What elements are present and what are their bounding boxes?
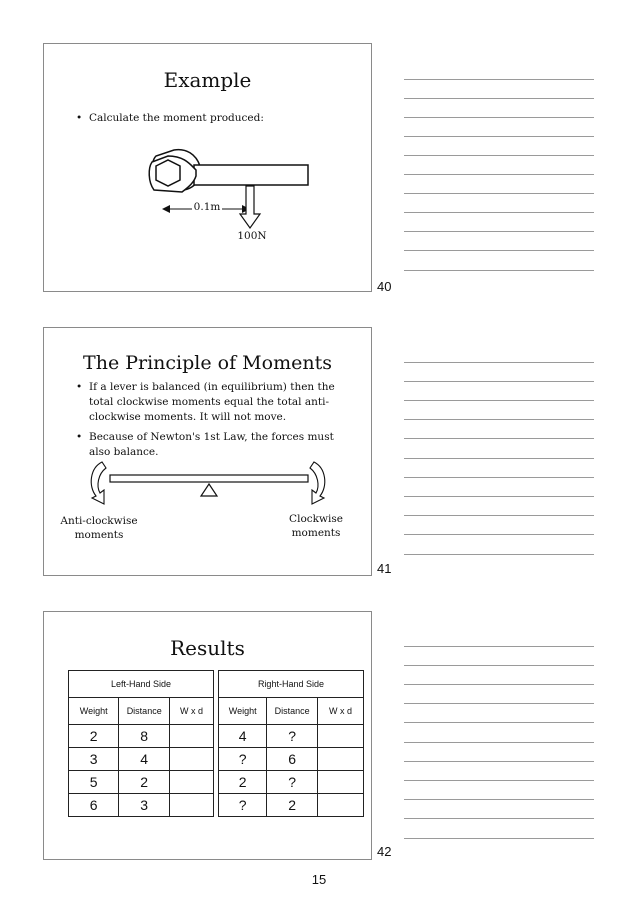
slide-number: 42 bbox=[377, 844, 392, 859]
table-cell: 4 bbox=[218, 725, 266, 748]
table-cell: 3 bbox=[119, 794, 170, 817]
table-row bbox=[69, 725, 364, 748]
label-line: Clockwise bbox=[289, 513, 343, 525]
note-line bbox=[404, 534, 594, 535]
note-line bbox=[404, 193, 594, 194]
slide-40 bbox=[43, 43, 372, 292]
results-table bbox=[68, 670, 364, 817]
table-cell bbox=[170, 725, 214, 748]
note-line bbox=[404, 98, 594, 99]
note-line bbox=[404, 665, 594, 666]
table-cell: ? bbox=[267, 771, 318, 794]
distance-label: 0.1m bbox=[193, 201, 221, 213]
column-header: Distance bbox=[119, 698, 170, 725]
note-line bbox=[404, 838, 594, 839]
force-label: 100N bbox=[237, 230, 267, 242]
note-line bbox=[404, 496, 594, 497]
note-line bbox=[404, 780, 594, 781]
column-header: Weight bbox=[69, 698, 119, 725]
table-cell bbox=[317, 725, 363, 748]
table-cell: 2 bbox=[218, 771, 266, 794]
note-line bbox=[404, 684, 594, 685]
column-header: W x d bbox=[170, 698, 214, 725]
slide-number: 41 bbox=[377, 561, 392, 576]
bullet-item: • Because of Newton's 1st Law, the forces must also balance. bbox=[89, 430, 357, 460]
note-line bbox=[404, 79, 594, 80]
slide-title: Results bbox=[170, 636, 245, 660]
label-line: Anti-clockwise bbox=[60, 515, 138, 527]
table-cell: 3 bbox=[69, 748, 119, 771]
table-cell: 5 bbox=[69, 771, 119, 794]
note-line bbox=[404, 742, 594, 743]
note-line bbox=[404, 250, 594, 251]
table-cell bbox=[170, 748, 214, 771]
table-cell: 2 bbox=[267, 794, 318, 817]
note-line bbox=[404, 419, 594, 420]
label-line: moments bbox=[74, 529, 124, 541]
bullet-item: • If a lever is balanced (in equilibrium) then the total clockwise moments equal the total anti-clockwise moments. It will not move. bbox=[89, 380, 357, 425]
note-line bbox=[404, 155, 594, 156]
wrench-diagram bbox=[44, 44, 373, 293]
note-line bbox=[404, 136, 594, 137]
left-hand-header: Left-Hand Side bbox=[69, 671, 214, 698]
note-line bbox=[404, 438, 594, 439]
column-header: Weight bbox=[218, 698, 266, 725]
table-cell bbox=[170, 794, 214, 817]
bullet-item: • Calculate the moment produced: bbox=[89, 111, 349, 126]
note-line bbox=[404, 646, 594, 647]
table-cell: ? bbox=[267, 725, 318, 748]
anticlockwise-label bbox=[54, 514, 144, 542]
note-line bbox=[404, 477, 594, 478]
table-cell: ? bbox=[218, 794, 266, 817]
note-line bbox=[404, 400, 594, 401]
clockwise-label bbox=[276, 512, 356, 540]
note-line bbox=[404, 174, 594, 175]
note-line bbox=[404, 818, 594, 819]
table-cell bbox=[170, 771, 214, 794]
note-line bbox=[404, 212, 594, 213]
table-cell: 8 bbox=[119, 725, 170, 748]
note-line bbox=[404, 381, 594, 382]
note-line bbox=[404, 761, 594, 762]
slide-42 bbox=[43, 611, 372, 860]
page-number: 15 bbox=[311, 872, 327, 887]
note-line bbox=[404, 515, 594, 516]
slide-title: Example bbox=[163, 68, 252, 92]
table-row bbox=[69, 794, 364, 817]
table-cell bbox=[317, 748, 363, 771]
note-line bbox=[404, 554, 594, 555]
note-line bbox=[404, 270, 594, 271]
table-cell: ? bbox=[218, 748, 266, 771]
note-line bbox=[404, 703, 594, 704]
table-cell: 6 bbox=[69, 794, 119, 817]
label-line: moments bbox=[291, 527, 341, 539]
column-header: Distance bbox=[267, 698, 318, 725]
slide-41 bbox=[43, 327, 372, 576]
note-line bbox=[404, 117, 594, 118]
note-line bbox=[404, 231, 594, 232]
slide-number: 40 bbox=[377, 279, 392, 294]
slide-title: The Principle of Moments bbox=[83, 352, 332, 374]
table-cell bbox=[317, 771, 363, 794]
note-line bbox=[404, 799, 594, 800]
column-header: W x d bbox=[317, 698, 363, 725]
table-row bbox=[69, 771, 364, 794]
table-cell: 6 bbox=[267, 748, 318, 771]
table-cell: 2 bbox=[119, 771, 170, 794]
table-cell: 2 bbox=[69, 725, 119, 748]
table-row bbox=[69, 748, 364, 771]
table-cell bbox=[317, 794, 363, 817]
note-line bbox=[404, 362, 594, 363]
table-cell: 4 bbox=[119, 748, 170, 771]
note-line bbox=[404, 458, 594, 459]
right-hand-header: Right-Hand Side bbox=[218, 671, 363, 698]
note-line bbox=[404, 722, 594, 723]
